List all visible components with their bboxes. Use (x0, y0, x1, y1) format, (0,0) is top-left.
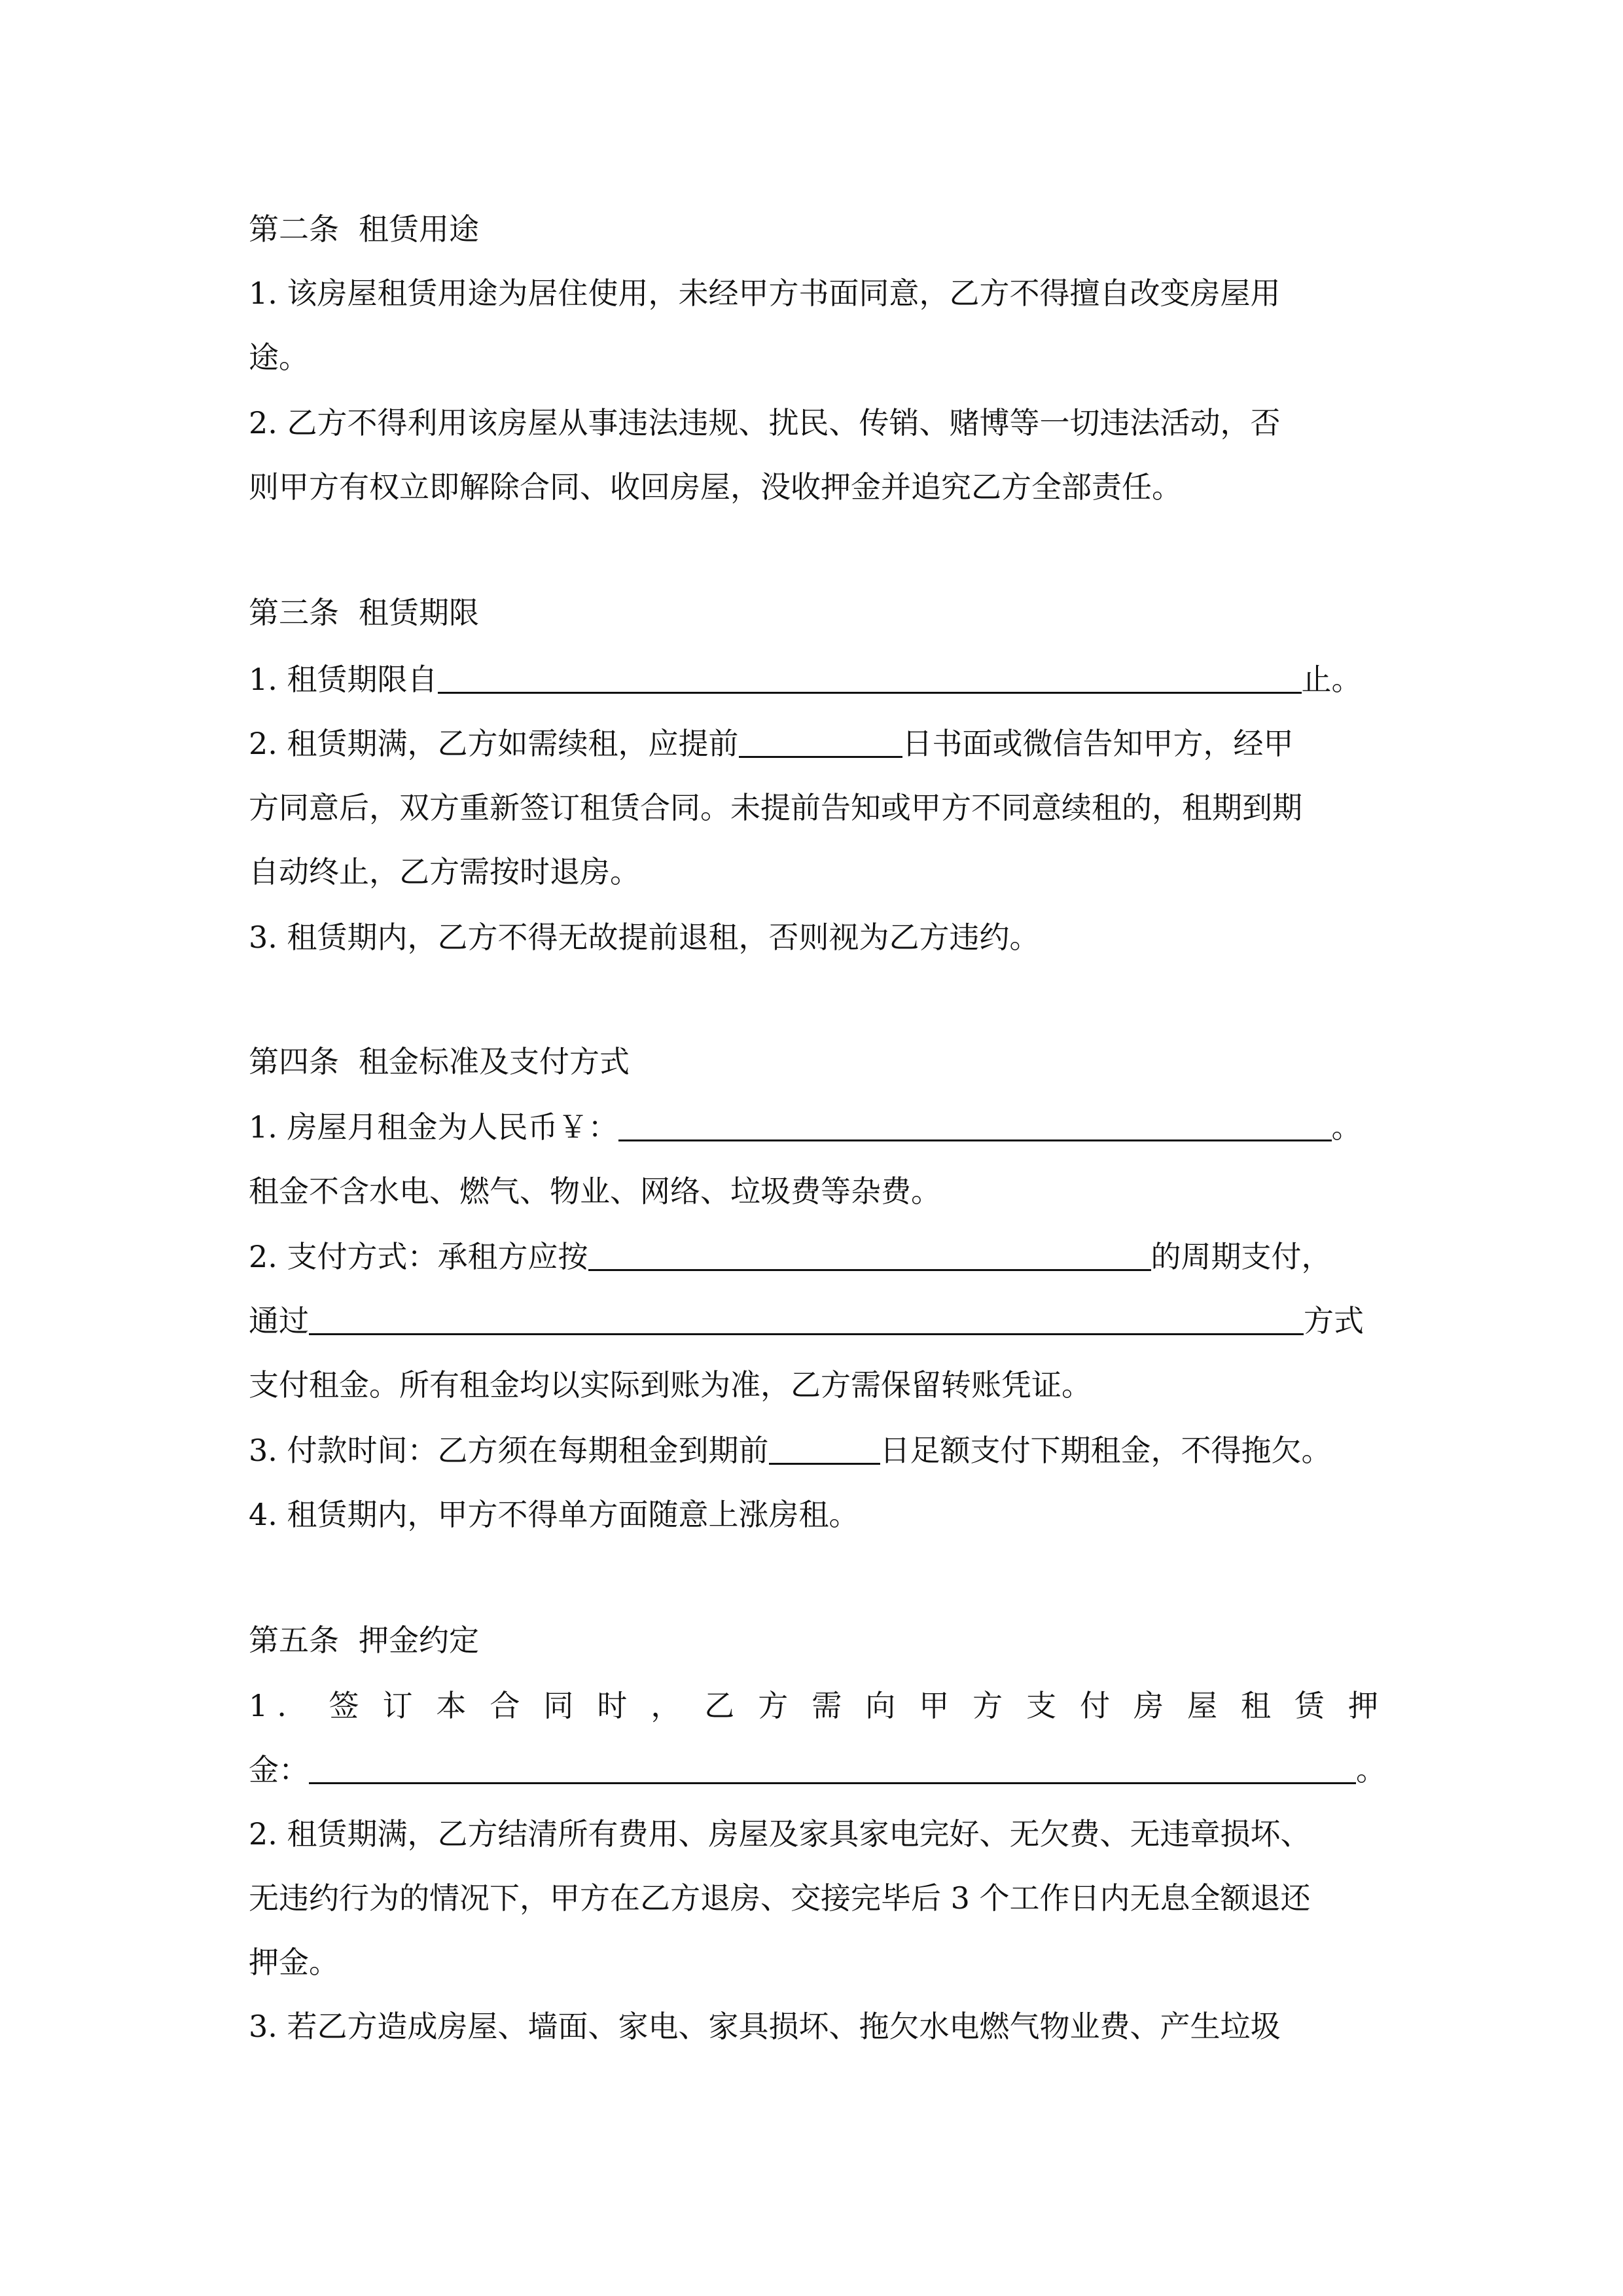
article4-p1-pre: 1. 房屋月租金为人民币￥： (249, 1109, 618, 1145)
article4-p3 (249, 1431, 1332, 1470)
article5-p3-line1: 3. 若乙方造成房屋、墙面、家电、家具损坏、拖欠水电燃气物业费、产生垃圾 (249, 2009, 1281, 2044)
article3-p2-line3: 自动终止，乙方需按时退房。 (249, 854, 640, 889)
payment-cycle-blank[interactable] (588, 1239, 1151, 1271)
article4-p2-pre: 2. 支付方式：承租方应按 (249, 1239, 588, 1274)
article4-p2-line3: 支付租金。所有租金均以实际到账为准，乙方需保留转账凭证。 (249, 1367, 1092, 1403)
article4-p1-post: 。 (1331, 1109, 1362, 1145)
article5-p2-line2: 无违约行为的情况下，甲方在乙方退房、交接完毕后 3 个工作日内无息全额退还 (249, 1880, 1311, 1916)
article5-p1-line2 (249, 1750, 1386, 1789)
article5-p1-line2-post: 。 (1356, 1752, 1386, 1787)
payment-days-blank[interactable] (769, 1433, 880, 1465)
article3-p2-line2: 方同意后，双方重新签订租赁合同。未提前告知或甲方不同意续租的，租期到期 (249, 790, 1302, 825)
article5-p1-line2-pre: 金： (249, 1752, 309, 1787)
article4-p2-line2-post: 方式 (1304, 1303, 1364, 1338)
article4-p2-line2-pre: 通过 (249, 1303, 309, 1338)
article2-p1-line2: 途。 (249, 340, 309, 375)
article5-heading (249, 1621, 479, 1660)
article2-p2-line1: 2. 乙方不得利用该房屋从事违法违规、扰民、传销、赌博等一切违法活动，否 (249, 405, 1281, 440)
article3-heading-title: 租赁期限 (359, 595, 479, 630)
article3-p2-post: 日书面或微信告知甲方，经甲 (902, 726, 1294, 761)
article2-heading-num: 第二条 (249, 211, 339, 247)
article4-heading-title: 租金标准及支付方式 (359, 1044, 630, 1079)
article4-p1-line1 (249, 1107, 1362, 1147)
article3-p2-line1 (249, 724, 1294, 763)
lease-term-blank[interactable] (438, 662, 1302, 694)
article2-p1-line1: 1. 该房屋租赁用途为居住使用，未经甲方书面同意，乙方不得擅自改变房屋用 (249, 276, 1281, 311)
article4-p2-post: 的周期支付， (1150, 1239, 1332, 1274)
payment-method-blank[interactable] (309, 1303, 1304, 1335)
article2-heading-title: 租赁用途 (359, 211, 479, 247)
article4-p1-line2: 租金不含水电、燃气、物业、网络、垃圾费等杂费。 (249, 1174, 941, 1209)
article5-heading-title: 押金约定 (359, 1623, 479, 1658)
article4-p2-line2 (249, 1301, 1364, 1340)
article3-p1-pre: 1. 租赁期限自 (249, 662, 438, 697)
article3-p3: 3. 租赁期内，乙方不得无故提前退租，否则视为乙方违约。 (249, 920, 1040, 955)
article3-heading-num: 第三条 (249, 595, 339, 630)
article3-p1 (249, 660, 1362, 699)
article3-p1-post: 止。 (1301, 662, 1362, 697)
monthly-rent-blank[interactable] (618, 1109, 1332, 1141)
article5-p1-line1: 1. 签订本合同时，乙方需向甲方支付房屋租赁押 (249, 1688, 1387, 1723)
article3-p2-pre: 2. 租赁期满，乙方如需续租，应提前 (249, 726, 739, 761)
renewal-notice-days-blank[interactable] (739, 726, 902, 758)
article4-p4: 4. 租赁期内，甲方不得单方面随意上涨房租。 (249, 1497, 859, 1532)
article5-p2-line1: 2. 租赁期满，乙方结清所有费用、房屋及家具家电完好、无欠费、无违章损坏、 (249, 1816, 1311, 1852)
article4-heading (249, 1042, 630, 1081)
article4-p2-line1 (249, 1237, 1332, 1276)
article4-p3-post: 日足额支付下期租金，不得拖欠。 (880, 1433, 1332, 1468)
article5-p2-line3: 押金。 (249, 1945, 339, 1980)
article4-heading-num: 第四条 (249, 1044, 339, 1079)
article2-p2-line2: 则甲方有权立即解除合同、收回房屋，没收押金并追究乙方全部责任。 (249, 469, 1182, 505)
article4-p3-pre: 3. 付款时间：乙方须在每期租金到期前 (249, 1433, 769, 1468)
deposit-blank[interactable] (309, 1752, 1356, 1784)
article5-heading-num: 第五条 (249, 1623, 339, 1658)
article2-heading (249, 209, 479, 249)
article3-heading (249, 593, 479, 632)
